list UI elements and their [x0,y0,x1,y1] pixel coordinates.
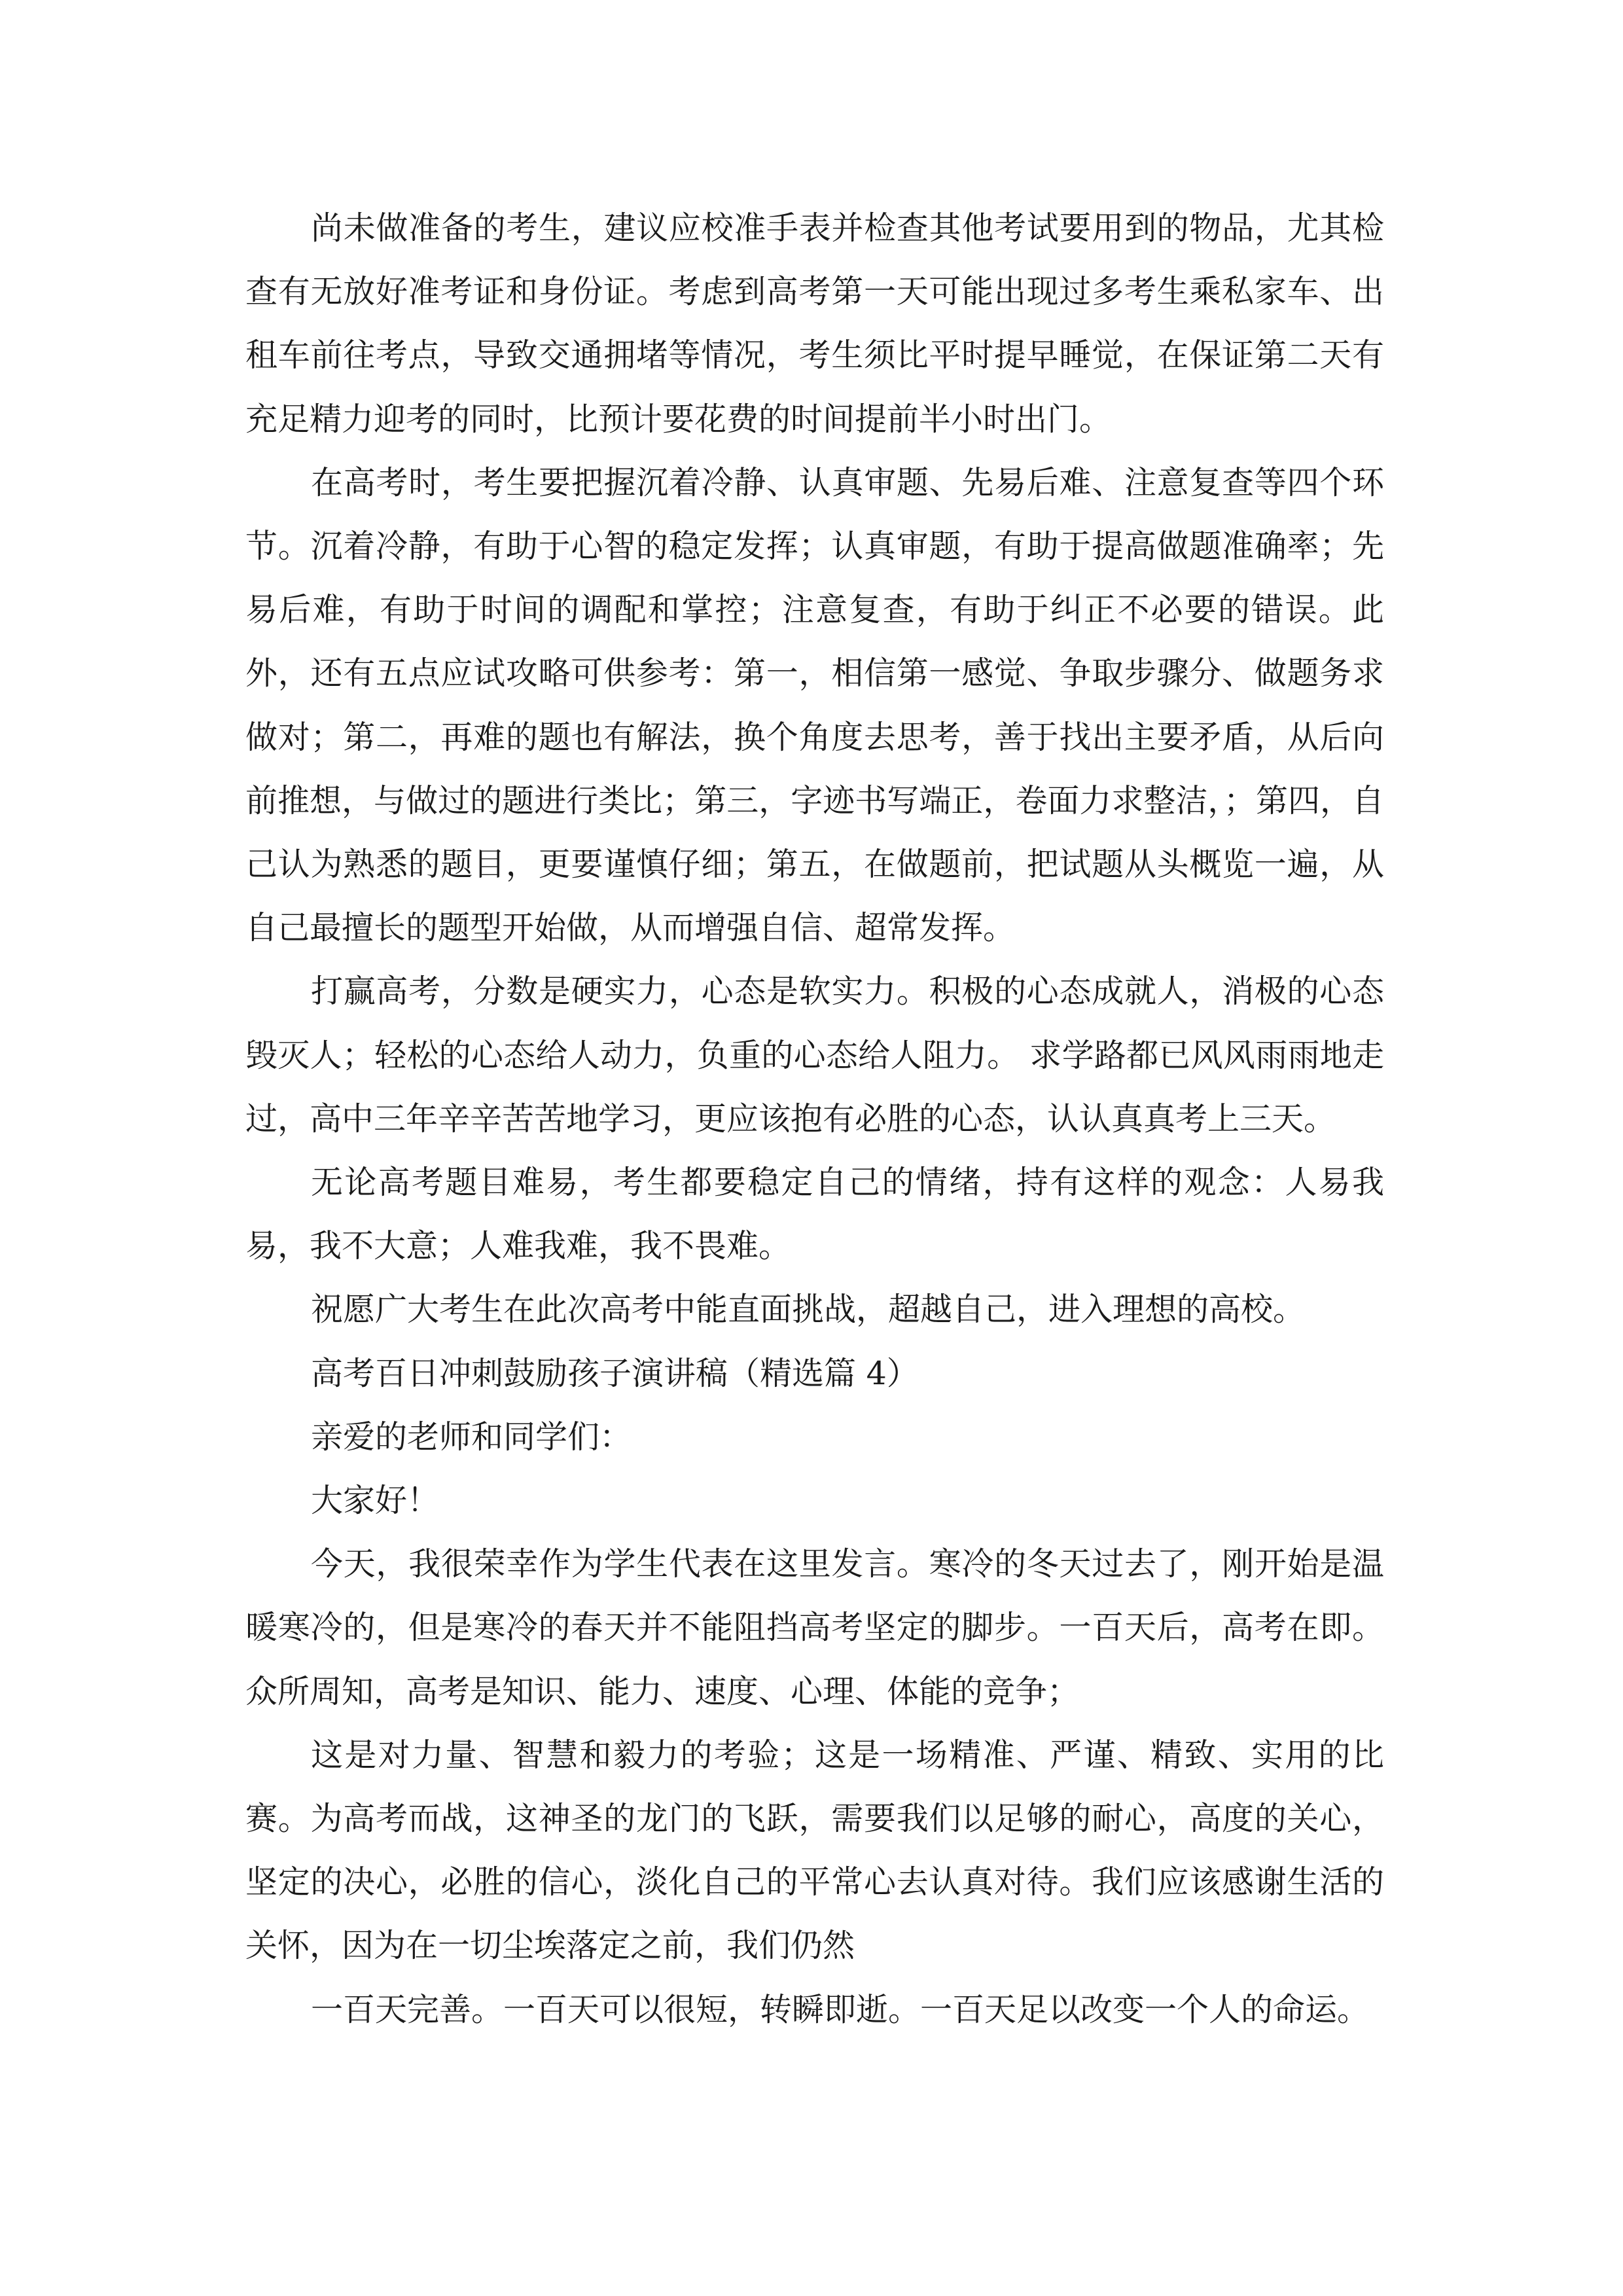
paragraph-speech-intro: 今天，我很荣幸作为学生代表在这里发言。寒冷的冬天过去了，刚开始是温暖寒冷的，但是寒冷的春天并不能阻挡高考坚定的脚步。一百天后，高考在即。众所周知，高考是知识、能力、速度、心理、体能的竞争； [245,1545,1384,1710]
paragraph-stable-emotions: 无论高考题目难易，考生都要稳定自己的情绪，持有这样的观念：人易我易，我不大意；人难我难，我不畏难。 [245,1164,1384,1265]
paragraph-mindset: 打赢高考，分数是硬实力，心态是软实力。积极的心态成就人，消极的心态毁灭人；轻松的心态给人动力，负重的心态给人阻力。 求学路都已风风雨雨地走过，高中三年辛辛苦苦地学习，更应该抱有必胜的心态，认认真真考上三天。 [245,973,1384,1138]
paragraph-hundred-days: 一百天完善。一百天可以很短，转瞬即逝。一百天足以改变一个人的命运。 [311,1990,1370,2028]
paragraph-exam-preparation: 尚未做准备的考生，建议应校准手表并检查其他考试要用到的物品，尤其检查有无放好准考证和身份证。考虑到高考第一天可能出现过多考生乘私家车、出租车前往考点，导致交通拥堵等情况，考生须比平时提早睡觉，在保证第二天有充足精力迎考的同时，比预计要花费的时间提前半小时出门。 [245,209,1384,438]
paragraph-exam-strategy: 在高考时，考生要把握沉着冷静、认真审题、先易后难、注意复查等四个环节。沉着冷静，有助于心智的稳定发挥；认真审题，有助于提高做题准确率；先易后难，有助于时间的调配和掌控；注意复查，有助于纠正不必要的错误。此外，还有五点应试攻略可供参考：第一，相信第一感觉、争取步骤分、做题务求做对；第二，再难的题也有解法，换个角度去思考，善于找出主要矛盾，从后向前推想，与做过的题进行类比；第三，字迹书写端正，卷面力求整洁，；第四，自己认为熟悉的题目，更要谨慎仔细；第五，在做题前，把试题从头概览一遍，从自己最擅长的题型开始做，从而增强自信、超常发挥。 [245,463,1384,947]
paragraph-speech-test: 这是对力量、智慧和毅力的考验；这是一场精准、严谨、精致、实用的比赛。为高考而战，这神圣的龙门的飞跃，需要我们以足够的耐心，高度的关心，坚定的决心，必胜的信心，淡化自己的平常心去认真对待。我们应该感谢生活的关怀，因为在一切尘埃落定之前，我们仍然 [245,1736,1384,1965]
document-body [245,196,1384,2041]
speech-greeting: 大家好！ [311,1482,440,1520]
speech-salutation: 亲爱的老师和同学们： [311,1418,632,1456]
paragraph-blessing: 祝愿广大考生在此次高考中能直面挑战，超越自己，进入理想的高校。 [311,1291,1306,1329]
section-heading: 高考百日冲刺鼓励孩子演讲稿（精选篇 4） [311,1354,919,1392]
